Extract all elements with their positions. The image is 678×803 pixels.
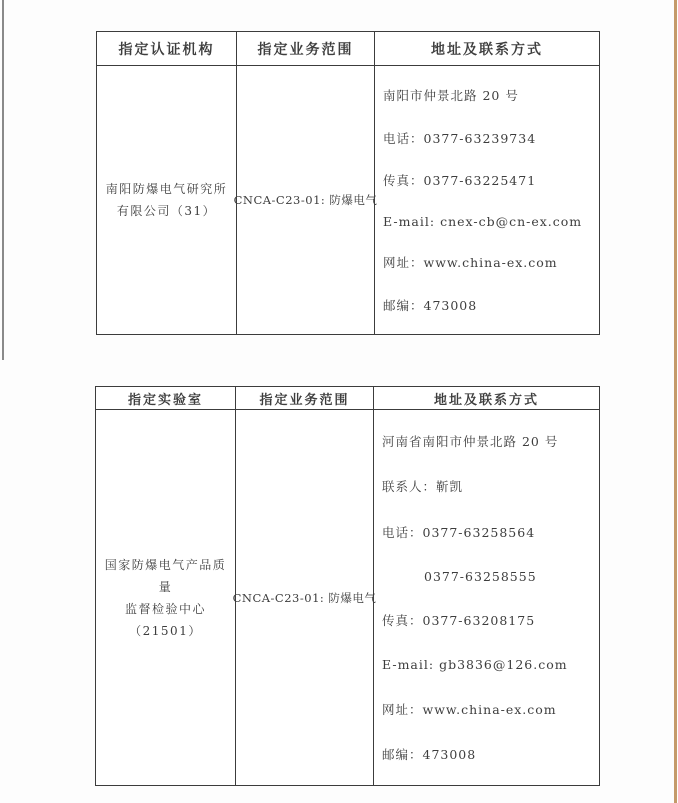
certification-table-row	[97, 66, 599, 334]
header-cell-certification-body: 指定认证机构	[97, 32, 237, 65]
header-cell-address-contact: 地址及联系方式	[433, 392, 539, 408]
page-left-rule	[2, 0, 4, 360]
contact-info-cell	[375, 66, 599, 334]
header-cell-laboratory: 指定实验室	[96, 387, 236, 409]
contact-line-postcode: 邮编：473008	[382, 747, 477, 763]
business-scope-cell: CNCA-C23-01: 防爆电气	[236, 410, 374, 785]
org-name-cell	[96, 410, 236, 785]
contact-line-phone2: 0377-63258555	[424, 568, 537, 584]
header-cell-business-scope: 指定业务范围	[237, 32, 375, 65]
contact-line-fax: 传真：0377-63208175	[382, 613, 536, 629]
org-name-line2: 监督检验中心（21501）	[124, 601, 206, 638]
org-name-line1: 南阳防爆电气研究所	[105, 182, 228, 196]
contact-line-person: 联系人：靳凯	[382, 479, 464, 495]
contact-line-email: E-mail: cnex-cb@cn-ex.com	[383, 213, 583, 229]
laboratory-table-row	[96, 410, 599, 785]
page-right-rule	[674, 0, 677, 803]
contact-line-address: 南阳市仲景北路 20 号	[383, 88, 519, 104]
contact-line-phone: 电话：0377-63239734	[383, 130, 537, 146]
contact-line-postcode: 邮编：473008	[383, 297, 478, 313]
laboratory-table	[95, 386, 600, 786]
contact-line-address: 河南省南阳市仲景北路 20 号	[382, 433, 559, 449]
contact-line-email: E-mail: gb3836@126.com	[382, 656, 568, 672]
org-name-line2: 有限公司（31）	[116, 204, 217, 218]
business-scope-cell: CNCA-C23-01: 防爆电气	[237, 66, 375, 334]
certification-table-header-row	[97, 32, 599, 66]
org-name-cell	[97, 66, 237, 334]
contact-line-website: 网址：www.china-ex.com	[382, 701, 557, 717]
header-cell-business-scope: 指定业务范围	[236, 387, 374, 409]
laboratory-table-header-row	[96, 387, 599, 410]
contact-line-phone: 电话：0377-63258564	[382, 525, 536, 541]
certification-body-table	[96, 31, 600, 335]
org-name-line1: 国家防爆电气产品质量	[104, 557, 227, 594]
contact-line-fax: 传真：0377-63225471	[383, 173, 537, 189]
contact-line-website: 网址：www.china-ex.com	[383, 255, 558, 271]
header-cell-address-contact: 地址及联系方式	[431, 41, 543, 58]
contact-info-cell	[374, 410, 599, 785]
